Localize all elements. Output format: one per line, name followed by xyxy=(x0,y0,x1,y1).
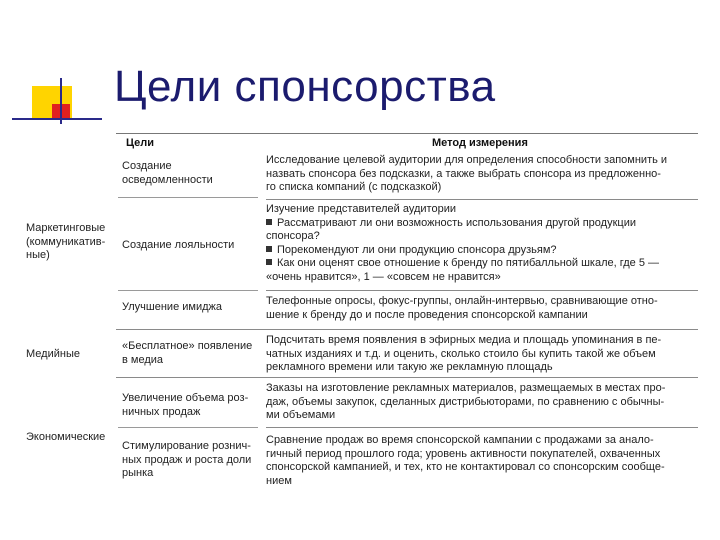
bullet-square-icon xyxy=(266,219,272,225)
goal-divider xyxy=(118,197,258,198)
bullet-square-icon xyxy=(266,259,272,265)
decor-horizontal-line xyxy=(12,118,102,120)
goal-free-media: «Бесплатное» появление в медиа xyxy=(122,340,253,366)
goal-divider xyxy=(118,427,258,428)
section-divider xyxy=(116,329,698,330)
header-method: Метод измерения xyxy=(432,137,528,149)
row-divider xyxy=(266,427,698,428)
bullet-square-icon xyxy=(266,246,272,252)
row-divider xyxy=(266,290,698,291)
category-economic: Экономические xyxy=(26,431,106,443)
goal-awareness: Создание осведомленности xyxy=(122,160,213,186)
section-divider xyxy=(116,377,698,378)
header-rule xyxy=(116,133,698,134)
row-divider xyxy=(266,199,698,200)
method-retail-volume: Заказы на изготовление рекламных материалов, размещаемых в местах про- даж, объемы закупок, сделанных дистрибьюторами, по сравнению с обычны- ми объемами xyxy=(266,382,666,421)
list-item: Как они оценят свое отношение к бренду по пятибалльной шкале, где 5 — xyxy=(266,257,702,271)
method-retail-stimulation: Сравнение продаж во время спонсорской кампании с продажами за анало- гичный период прошлого года; уровень активности покупателей, охваченных спонсорской кампанией, и тех, кто не контактировал со спонсорским сообще- нием xyxy=(266,434,665,487)
goal-divider xyxy=(118,290,258,291)
goal-retail-stimulation: Стимулирование рознич- ных продаж и роста доли рынка xyxy=(122,440,252,479)
method-loyalty: Изучение представителей аудитории Рассматривают ли они возможность использования другой продукции спонсора? Порекомендуют ли они продукцию спонсора друзьям? Как они оценят свое отношение к бренду по пятибалльной шкале, где 5 — «очень нравится», 1 — «совсем не нравится» xyxy=(266,203,702,284)
list-item: Порекомендуют ли они продукцию спонсора друзьям? xyxy=(266,244,702,258)
method-image: Телефонные опросы, фокус-группы, онлайн-интервью, сравнивающие отно- шение к бренду до и после проведения спонсорской кампании xyxy=(266,295,658,321)
goal-retail-volume: Увеличение объема роз- ничных продаж xyxy=(122,392,249,418)
category-media: Медийные xyxy=(26,348,80,360)
method-awareness: Исследование целевой аудитории для определения способности запомнить и назвать спонсора без подсказки, а также выбрать спонсора из предложенно- го списка компаний (с подсказкой) xyxy=(266,154,668,193)
goal-image: Улучшение имиджа xyxy=(122,301,222,313)
category-marketing: Маркетинговые (коммуникатив- ные) xyxy=(26,222,106,261)
method-free-media: Подсчитать время появления в эфирных медиа и площадь упоминания в пе- чатных изданиях и т.д. и оценить, сколько стоило бы купить такой же объем рекламного времени или такую же рекламную площадь xyxy=(266,334,662,373)
header-goals: Цели xyxy=(126,137,155,149)
slide-title: Цели спонсорства xyxy=(114,62,496,111)
goal-loyalty: Создание лояльности xyxy=(122,239,235,251)
list-item: Рассматривают ли они возможность использования другой продукции xyxy=(266,217,702,231)
